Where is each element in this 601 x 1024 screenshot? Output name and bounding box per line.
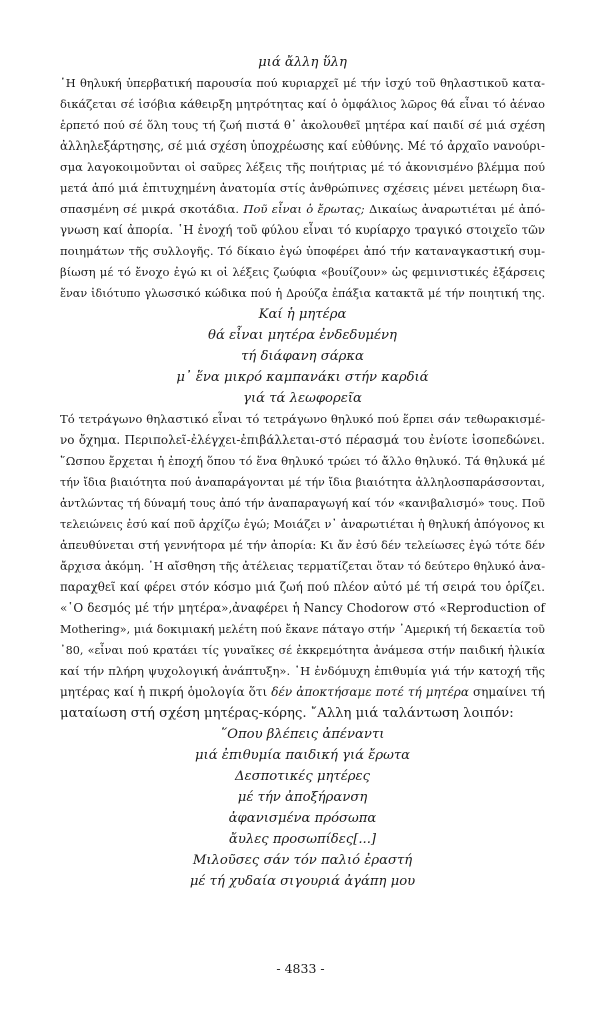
text-line: βίωση μέ τό ἔνοχο ἐγώ κι οἱ λέξεις ζωύφια «βουίζουν» ὡς φεμινιστικές ἐξάρσεις xyxy=(60,265,545,279)
text-line: νο ὄχημα. Περιπολεῖ-ἐλέγχει-ἐπιβάλλεται-στό πέρασμά του ἐνίοτε ἰσοπεδώνει. xyxy=(60,433,545,447)
text-line: ἄρχισα ἀκόμη. ῾Η αἴσθηση τῆς ἀτέλειας τερματίζεται ὅταν τό δεύτερο θηλυκό ἀνα- xyxy=(60,559,546,573)
text-line: ἑρπετό πού σέ ὅλη τους τή ζωή πιστά θ᾽ ἀκολουθεῖ μητέρα καί παιδί σέ μιά σχέση xyxy=(60,118,545,132)
poem-line: Δεσποτικές μητέρες xyxy=(234,769,371,784)
text-line: ἀντλώντας τή δύναμή τους ἀπό τήν ἀναπαραγωγή καί τόν «κανιβαλισμό» τους. Ποῦ xyxy=(60,497,545,510)
text-line: ἀλληλεξάρτησης, σέ μιά σχέση ὑποχρέωσης καί εὐθύνης. Μέ τό ἀρχαῖο νανούρι- xyxy=(60,139,545,153)
poem-line: Καί ἡ μητέρα xyxy=(258,307,347,322)
italic-phrase: δέν ἀποκτήσαμε ποτέ τή μητέρα xyxy=(271,685,469,699)
poem-line: γιά τά λεωφορεῖα xyxy=(243,391,362,406)
poem-line: μέ τή χυδαία σιγουριά ἀγάπη μου xyxy=(189,874,416,889)
poem-line: μιά ἐπιθυμία παιδική γιά ἔρωτα xyxy=(194,748,411,763)
poem-line: ἄυλες προσωπίδες[...] xyxy=(228,832,377,847)
italic-question: Ποῦ εἶναι ὁ ἔρωτας; xyxy=(243,202,365,216)
text-segment: σημαίνει τή xyxy=(472,685,545,699)
text-segment: σπασμένη σέ μικρά σκοτάδια. xyxy=(60,202,240,216)
text-line: τελειώνεις ἐσύ καί ποῦ ἀρχίζω ἐγώ; Μοιάζει ν᾽ ἀναρωτιέται ἡ θηλυκή ἀπόγονος κι xyxy=(60,517,545,531)
poem-line: μ᾽ ἕνα μικρό καμπανάκι στήν καρδιά xyxy=(176,370,429,385)
poem-line: Μιλοῦσες σάν τόν παλιό ἐραστή xyxy=(192,853,413,868)
text-line: Τό τετράγωνο θηλαστικό εἶναι τό τετράγωνο θηλυκό πού ἕρπει σάν τεθωρακισμέ- xyxy=(60,412,545,426)
text-line: ᾽80, «εἶναι πού κρατάει τίς γυναῖκες σέ ἐκκρεμότητα ἀνάμεσα στήν παιδική ἡλικία xyxy=(60,644,545,657)
text-line xyxy=(60,682,545,703)
text-line: δικάζεται σέ ἰσόβια κάθειρξη μητρότητας καί ὁ ὀμφάλιος λῶρος θά εἶναι τό ἀέναο xyxy=(60,97,545,111)
text-line: ἀπευθύνεται στή γεννήτορα μέ τήν ἀπορία: Κι ἄν ἐσύ δέν τελείωσες ἐγώ τότε δέν xyxy=(60,538,545,552)
text-line: γνωση καί ἀπορία. ῾Η ἐνοχή τοῦ φύλου εἶναι τό κυρίαρχο τραγικό στοιχεῖο τῶν xyxy=(60,223,545,237)
page-number: - 4833 - xyxy=(276,961,325,976)
text-line: ῾Η θηλυκή ὑπερβατική παρουσία πού κυριαρχεῖ μέ τήν ἰσχύ τοῦ θηλαστικοῦ κατα- xyxy=(60,76,545,90)
text-line: παραχθεῖ καί φέρει στόν κόσμο μιά ζωή πού πλέον αὐτό μέ τή σειρά του ὁρίζει. xyxy=(60,580,545,594)
text-line: Mothering», μιά δοκιμιακή μελέτη πού ἔκανε πάταγο στήν ᾽Αμερική τή δεκαετία τοῦ xyxy=(60,623,545,636)
text-segment: μητέρας καί ἡ πικρή ὁμολογία ὅτι xyxy=(60,685,268,699)
text-line: ῞Ωσπου ἔρχεται ἡ ἐποχή ὅπου τό ἕνα θηλυκό τρώει τό ἄλλο θηλυκό. Τά θηλυκά μέ xyxy=(60,454,545,468)
poem-line: τή διάφανη σάρκα xyxy=(241,349,364,364)
text-line: μετά ἀπό μιά ἐπιτυχημένη ἀνατομία στίς ἀνθρώπινες σχέσεις μένει μετέωρη δια- xyxy=(60,181,545,195)
text-line: ἕναν ἰδιότυπο γλωσσικό κώδικα πού ἡ Δρούζα ἐπάξια κατακτᾶ μέ τήν ποιητική της. xyxy=(60,287,545,300)
text-line: ματαίωση στή σχέση μητέρας-κόρης. ῎Αλλη μιά ταλάντωση λοιπόν: xyxy=(60,706,514,721)
text-line: «῾Ο δεσμός μέ τήν μητέρα»,ἀναφέρει ἡ Nancy Chodorow στό «Reproduction of xyxy=(60,601,545,615)
poem-line: θά εἶναι μητέρα ἐνδεδυμένη xyxy=(208,328,397,343)
text-line: ποιημάτων τῆς συλλογῆς. Τό δίκαιο ἐγώ ὑποφέρει ἀπό τήν καταναγκαστική συμ- xyxy=(60,244,545,258)
poem-line: μέ τήν ἀποξήρανση xyxy=(237,790,368,805)
text-segment: Δικαίως ἀναρωτιέται μέ ἀπό- xyxy=(369,202,546,216)
section-heading: μιά ἄλλη ὕλη xyxy=(258,55,347,70)
poem-line: ῞Οπου βλέπεις ἀπέναντι xyxy=(220,727,385,742)
poem-line: ἀφανισμένα πρόσωπα xyxy=(228,811,377,826)
text-line: τήν ἴδια βιαιότητα πού ἀναπαράγονται μέ τήν ἴδια βιαιότητα ἀλληλοσπαράσσονται, xyxy=(60,476,545,489)
text-line xyxy=(60,199,545,220)
text-line: καί τήν πλήρη ψυχολογική ἀνάπτυξη». ῾Η ἐνδόμυχη ἐπιθυμία γιά τήν κατοχή τῆς xyxy=(60,664,545,678)
text-line: σμα λαγοκοιμοῦνται οἱ σαῦρες λέξεις τῆς ποιήτριας μέ τό ἀκονισμένο βλέμμα πού xyxy=(60,160,545,174)
